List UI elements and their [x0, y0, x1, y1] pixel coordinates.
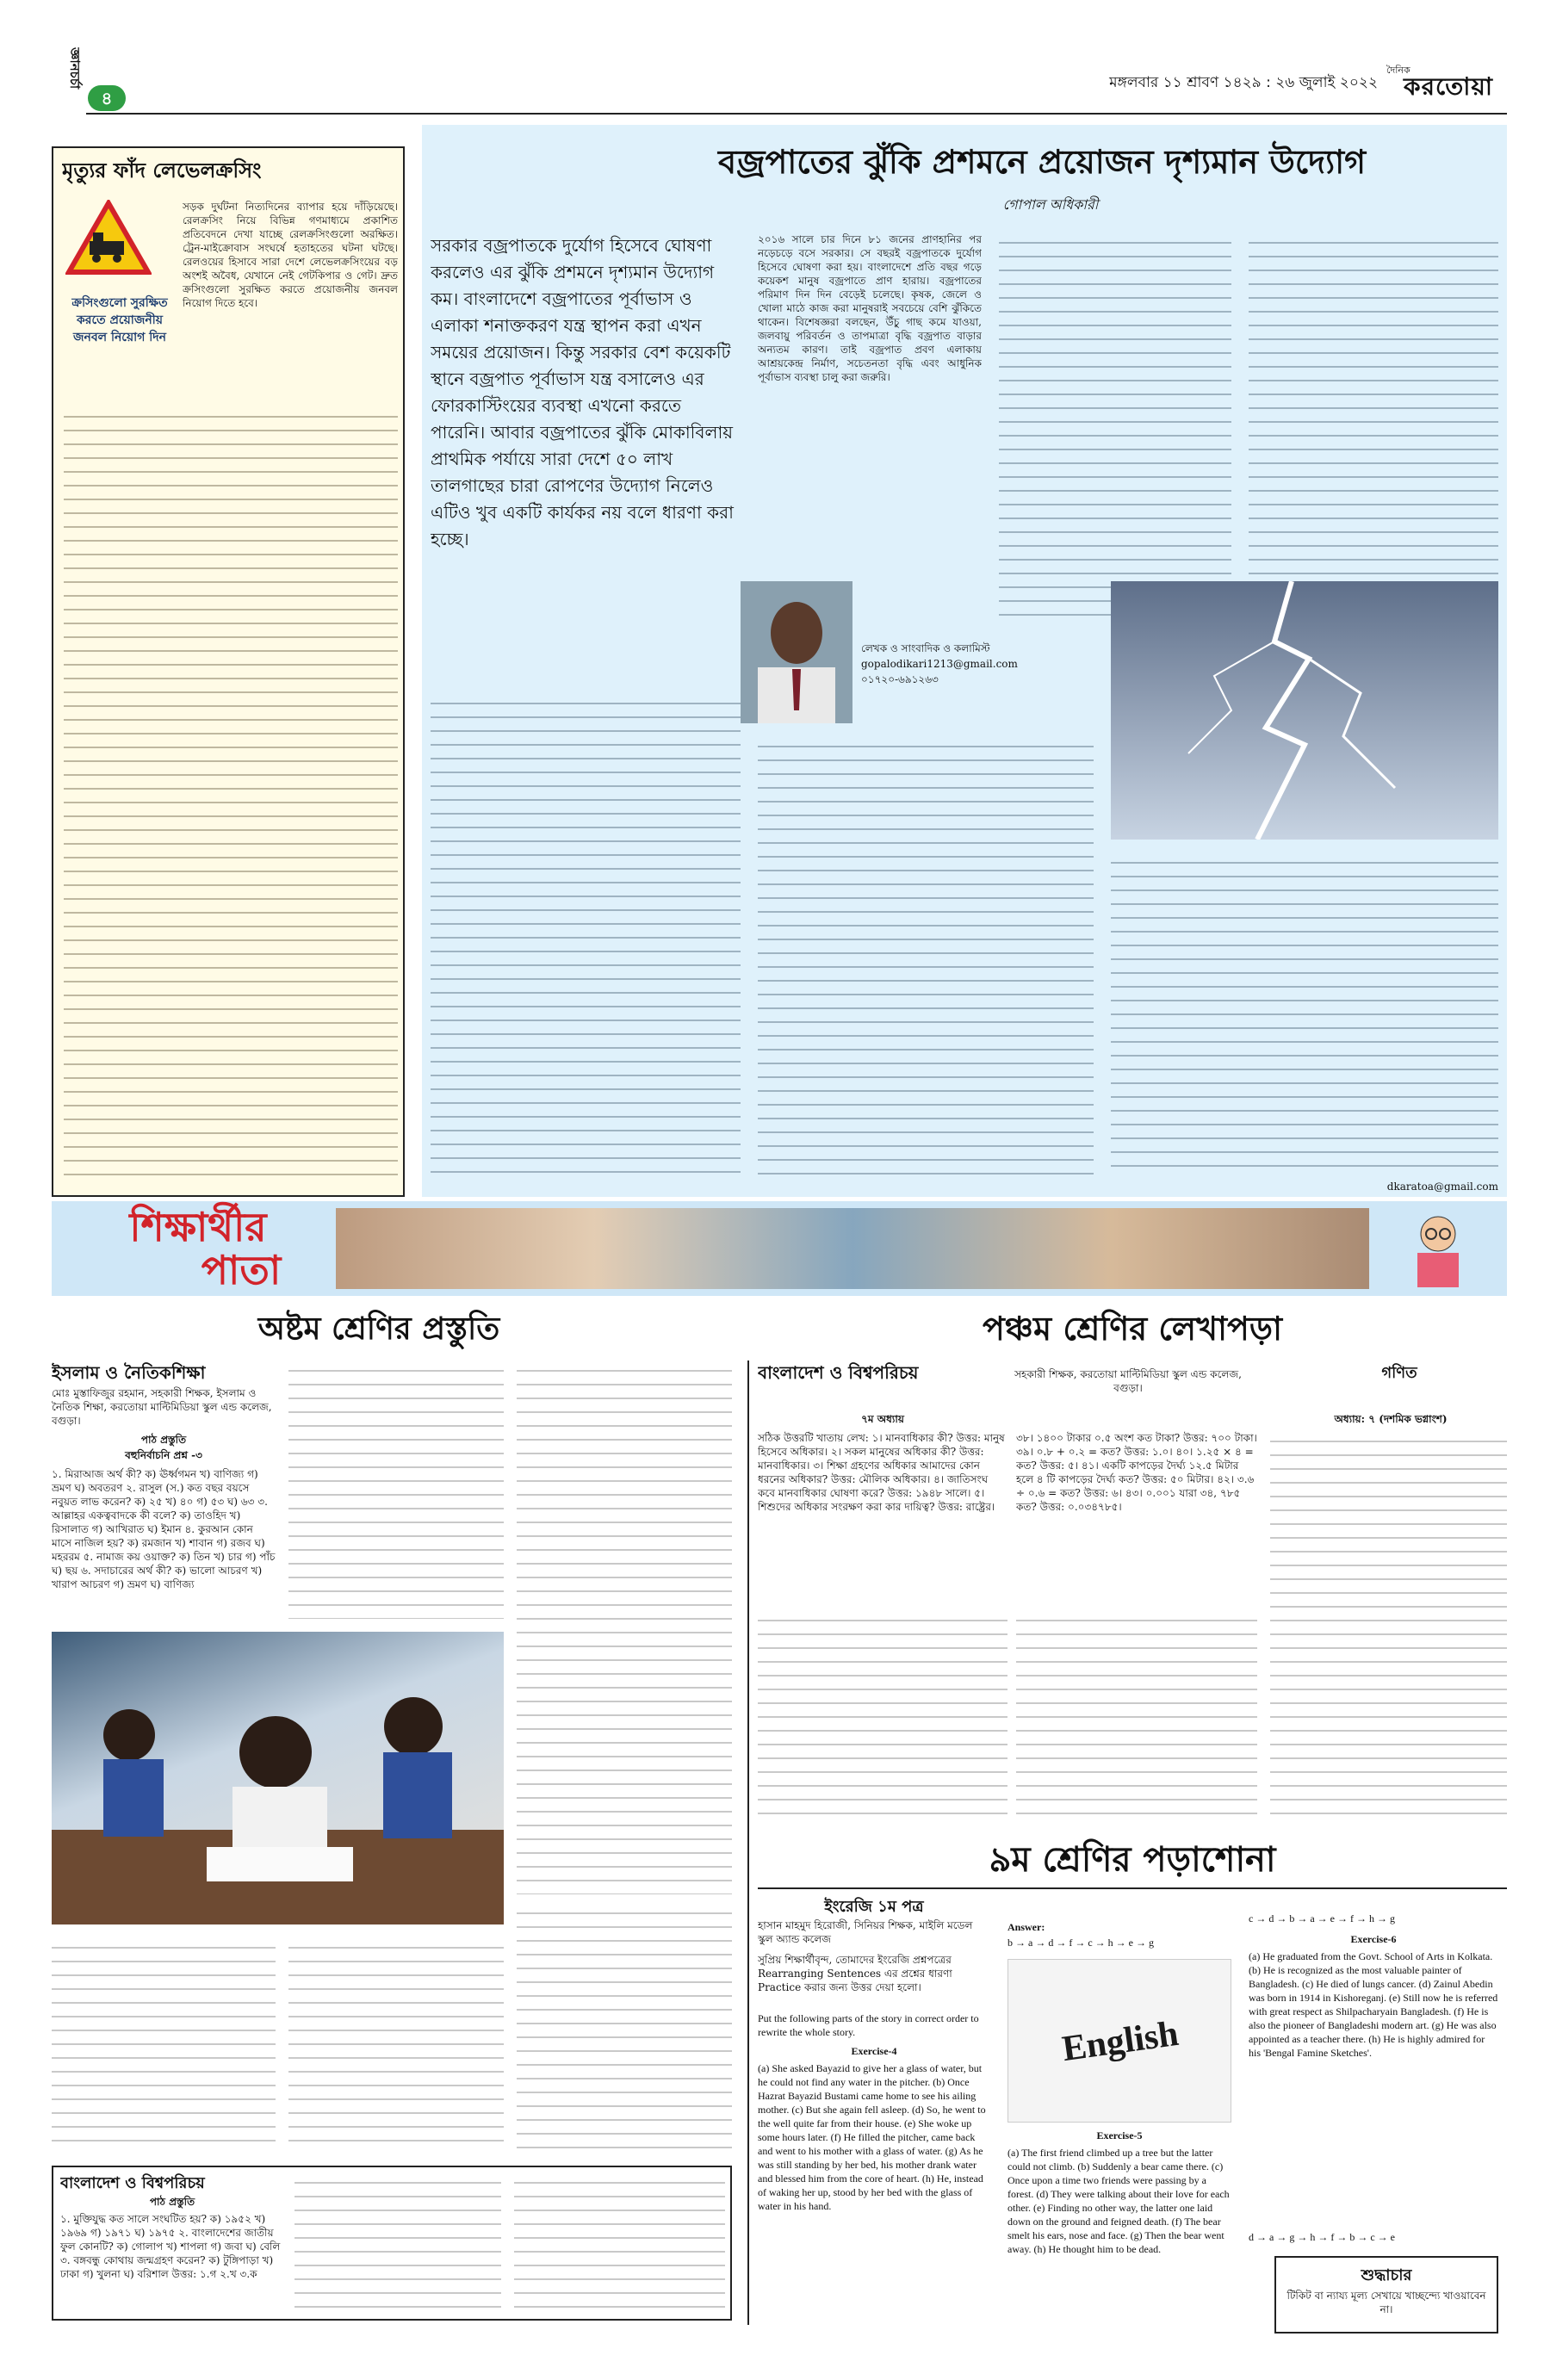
exercise4-title: Exercise-4	[851, 2045, 897, 2057]
class9-teacher: হাসান মাহমুদ হিরোজী, সিনিয়র শিক্ষক, মাইলি মডেল স্কুল অ্যান্ড কলেজ	[758, 1919, 973, 1945]
lead-intro: সরকার বজ্রপাতকে দুর্যোগ হিসেবে ঘোষণা করলেও এর ঝুঁকি প্রশমনে দৃশ্যমান উদ্যোগ কম। বাংলাদেশে বজ্রপাতের পূর্বাভাস ও এলাকা শনাক্তকরণ যন্ত্র স্থাপন করা এখন সময়ের প্রয়োজন। কিন্তু সরকার বেশ কয়েকটি স্থানে বজ্রপাত পূর্বাভাস যন্ত্র বসালেও এর ফোরকাস্টিংয়ের ব্যবস্থা এখনো করতে পারেনি। আবার বজ্রপাতের ঝুঁকি মোকাবিলায় প্রাথমিক পর্যায়ে সারা দেশে ৫০ লাখ তালগাছের চারা রোপণের উদ্যোগ নিলেও এটিও খুব একটি কার্যকর নয় বলে ধারণা করা হচ্ছে।	[431, 235, 734, 549]
exercise6-body: (a) He graduated from the Govt. School of Arts in Kolkata. (b) He is recognized as the most valuable painter of Bangladesh. (c) He died of lungs cancer. (d) Zainul Abedin was born in 1914 in Kishoreganj. (e) Still now he is referred with great respect as Shilpacharyain Bangladesh. (f) He is also the pioneer of Bangladeshi modern art. (g) He was also appointed as a teacher there. (h) He is highly admired for his 'Bengal Famine Sketches'.	[1249, 1950, 1498, 2059]
lead-headline: বজ্রপাতের ঝুঁকি প্রশমনে প্রয়োজন দৃশ্যমান উদ্যোগ	[717, 142, 1367, 181]
class8-bd-subject: বাংলাদেশ ও বিশ্বপরিচয়	[60, 2174, 205, 2192]
class5-math-questions: ৩৮। ১৪০০ টাকার ০.৫ অংশ কত টাকা? উত্তর: ৭০০ টাকা। ৩৯। ০.৮ + ০.২ = কত? উত্তর: ১.০। ৪০। ১.২৫ × ৪ = কত? উত্তর: ৫। ৪১। একটি কাপড়ের দৈর্ঘ্য ১২.৫ মিটার হলে ৪ টি কাপড়ের দৈর্ঘ্য কত? উত্তর: ৫০ মিটার। ৪২। ৩.৬ ÷ ০.৬ = কত? উত্তর: ৬। ৪৩। ০.০০১ যারা ৩৪, ৭৮৫ কত? উত্তর: ০.০৩৪৭৮৫।	[1016, 1432, 1257, 1513]
sidebar-pullquote: ক্রসিংগুলো সুরক্ষিত করতে প্রয়োজনীয় জনবল নিয়োগ দিন	[71, 296, 168, 344]
class5-math-subject: গণিত	[1381, 1364, 1417, 1382]
class9-subject: ইংরেজি ১ম পত্র	[824, 1898, 924, 1916]
class8-bd-col-3	[514, 2172, 725, 2315]
lead-body-col-3	[1249, 232, 1498, 620]
class5-math-chapter: অধ্যায়: ৭ (দশমিক ভগ্নাংশ)	[1334, 1413, 1448, 1425]
integrity-ad-box	[1274, 2256, 1498, 2334]
lead-body-lower-3	[1111, 852, 1498, 1175]
class8-header: অষ্টম শ্রেণির প্রস্তুতি	[257, 1311, 500, 1347]
class8-bd-col-2	[294, 2172, 501, 2315]
class8-bd-box	[52, 2166, 732, 2321]
class9-rule	[758, 1887, 1507, 1889]
student-page-banner	[52, 1201, 1507, 1296]
exercise6-answer: d → a → g → h → f → b → c → e	[1249, 2231, 1395, 2243]
paper-logo	[1386, 63, 1507, 101]
author-phone: ০১৭২০-৬৯১২৬৩	[861, 673, 939, 685]
class5-header: পঞ্চম শ্রেণির লেখাপড়া	[982, 1309, 1282, 1348]
sidebar-body-continued	[64, 406, 398, 1186]
english-illustration	[1008, 1959, 1231, 2123]
class5-section	[758, 1360, 1507, 1825]
class8-questions-lower-2	[288, 1937, 504, 2153]
date-line: মঙ্গলবার ১১ শ্রাবণ ১৪২৯ : ২৬ জুলাই ২০২২	[1109, 74, 1378, 91]
exercise5-answer: c → d → b → a → e → f → h → g	[1249, 1912, 1395, 1924]
class5-chapter: ৭ম অধ্যায়	[861, 1413, 904, 1425]
lead-byline: গোপাল অধিকারী	[1002, 196, 1099, 213]
class8-chapter: পাঠ প্রস্তুতি	[140, 1434, 187, 1446]
banner-title-top: শিক্ষার্থীর	[129, 1204, 267, 1250]
class8-teacher: মোঃ মুস্তাফিজুর রহমান, সহকারী শিক্ষক, ইসলাম ও নৈতিক শিক্ষা, করতোয়া মাল্টিমিডিয়া স্কুল এন্ড কলেজ, বগুড়া।	[52, 1387, 272, 1427]
class8-bd-chapter: পাঠ প্রস্তুতি	[149, 2196, 195, 2208]
banner-students-photo	[336, 1208, 1369, 1289]
class8-questions-col-3	[517, 1360, 732, 1894]
class9-section	[758, 1894, 1507, 2342]
class8-bd-questions: ১. মুক্তিযুদ্ধ কত সালে সংঘটিত হয়? ক) ১৯৫২ খ) ১৯৬৯ গ) ১৯৭১ ঘ) ১৯৭৫ ২. বাংলাদেশের জাতীয় ফুল কোনটি? ক) গোলাপ খ) শাপলা গ) জবা ঘ) বেলি ৩. বঙ্গবন্ধু কোথায় জন্মগ্রহণ করেন? ক) টুঙ্গিপাড়া খ) ঢাকা গ) খুলনা ঘ) বরিশাল উত্তর: ১.গ ২.খ ৩.ক	[60, 2213, 281, 2280]
class5-questions: সঠিক উত্তরটি খাতায় লেখ: ১। মানবাধিকার কী? উত্তর: মানুষ হিসেবে অধিকার। ২। সকল মানুষের অধিকার কী? উত্তর: মানবাধিকার। ৩। শিক্ষা গ্রহণের অধিকার আমাদের কোন ধরনের অধিকার? উত্তর: মৌলিক অধিকার। ৪। জাতিসংঘ কবে মানবাধিকার ঘোষণা করে? উত্তর: ১৯৪৮ সালে। ৫। শিশুদের অধিকার সংরক্ষণ করা কার দায়িত্ব? উত্তর: রাষ্ট্রের।	[758, 1432, 1005, 1513]
exam-classroom-photo	[52, 1632, 504, 1924]
class5-questions-cont	[758, 1610, 1008, 1817]
page-number: ৪	[101, 88, 113, 108]
english-illustration-text: English	[1059, 2013, 1181, 2070]
exercise4-body: (a) She asked Bayazid to give her a glass of water, but he could not find any water in the pitcher. (b) Once Hazrat Bayazid Bustami came home to see his ailing mother. (c) But she again fell asleep. (d) So, he went to the well quite far from their house. (e) She woke up some hours later. (f) He filled the pitcher, came back and went to his mother with a glass of water. (g) As he was still standing by her bed, his mother drank water and blessed him from the core of heart. (h) He, instead of waking her up, stood by her bed with the glass of water in his hand.	[758, 2062, 986, 2212]
author-caption: লেখক ও সাংবাদিক ও কলামিস্ট	[861, 642, 990, 654]
class5-teacher: সহকারী শিক্ষক, করতোয়া মাল্টিমিডিয়া স্কুল এন্ড কলেজ, বগুড়া।	[1014, 1368, 1242, 1394]
lead-article	[422, 125, 1507, 1197]
lead-body-lower-2	[758, 736, 1094, 1175]
class8-questions-lower-3	[517, 1903, 732, 2153]
author-photo	[741, 581, 852, 723]
class5-subject: বাংলাদেশ ও বিশ্বপরিচয়	[758, 1362, 919, 1383]
exercise4-answer-label: Answer:	[1008, 1921, 1045, 1933]
masthead-rule	[86, 113, 1507, 115]
class5-math-col-2	[1016, 1610, 1257, 1817]
sidebar-box	[52, 146, 405, 1197]
lightning-photo	[1111, 581, 1498, 840]
masthead	[52, 47, 1507, 116]
class9-header: ৯ম শ্রেণির পড়াশোনা	[989, 1839, 1276, 1880]
integrity-ad-title: শুদ্ধাচার	[1361, 2266, 1412, 2284]
author-email: gopalodikari1213@gmail.com	[861, 658, 1018, 670]
paper-name: করতোয়া	[1404, 72, 1493, 101]
class8-questions-lower-1	[52, 1937, 276, 2153]
class8-section	[52, 1360, 741, 2325]
class8-questions: ১. মিরাআজ অর্থ কী? ক) ঊর্ধ্বগমন খ) বাণিজ্য গ) ভ্রমণ ঘ) অবতরণ ২. রাসুল (স.) কত বছর বয়সে নবুয়ত লাভ করেন? ক) ২৫ খ) ৪০ গ) ৫৩ ঘ) ৬৩ ৩. আল্লাহর একত্ববাদকে কী বলে? ক) তাওহিদ খ) রিসালাত গ) আখিরাত ঘ) ইমান ৪. কুরআন কোন মাসে নাজিল হয়? ক) রমজান খ) শাবান গ) রজব ঘ) মহররম ৫. নামাজ কয় ওয়াক্ত? ক) তিন খ) চার গ) পাঁচ ঘ) ছয় ৬. সদাচারের অর্থ কী? ক) ভালো আচরণ খ) খারাপ আচরণ গ) ভ্রমণ ঘ) বাণিজ্য	[52, 1468, 276, 1590]
paper-prefix: দৈনিক	[1386, 65, 1410, 76]
integrity-ad-body: টিকিট বা ন্যায্য মূল্য সেখায়ে খাচ্ছন্দ্যে খাওয়াবেন না।	[1286, 2290, 1486, 2315]
class9-intro: সুপ্রিয় শিক্ষার্থীবৃন্দ, তোমাদের ইংরেজি প্রশ্নপত্রের Rearranging Sentences এর প্রশ্নের ধারণা Practice করার জন্য উত্তর দেয়া হলো।	[758, 1954, 952, 1993]
teacher-illustration	[1386, 1210, 1490, 1287]
exercise5-body: (a) The first friend climbed up a tree but the latter could not climb. (b) Suddenly a bear came there. (c) Once upon a time two friends were passing by a forest. (d) They were talking about their love for each other. (e) Finding no other way, the latter one laid down on the ground and feigned death. (f) The bear smelt his ears, nose and face. (g) Then the bear went away. (h) He thought him to be dead.	[1008, 2147, 1230, 2255]
exercise6-title: Exercise-6	[1350, 1933, 1397, 1945]
banner-title-bottom: পাতা	[201, 1247, 282, 1293]
side-label: জ্ঞানচর্চা	[67, 47, 83, 90]
footer-email: dkaratoa@gmail.com	[1386, 1181, 1498, 1193]
class8-subject: ইসলাম ও নৈতিকশিক্ষা	[52, 1362, 206, 1383]
page-number-badge	[88, 85, 126, 111]
class5-math-col-3	[1270, 1431, 1507, 1819]
class8-section-title: বহুনির্বাচনি প্রশ্ন -৩	[125, 1449, 202, 1461]
class8-questions-col-2	[288, 1360, 504, 1619]
railway-crossing-icon	[65, 200, 152, 277]
section-divider	[747, 1360, 749, 2325]
lead-body-lower-1	[431, 693, 741, 1175]
exercise4-answer: b → a → d → f → c → h → e → g	[1008, 1937, 1154, 1949]
lead-body-col-1: ২০১৬ সালে চার দিনে ৮১ জনের প্রাণহানির পর নড়েচড়ে বসে সরকার। সে বছরই বজ্রপাতকে দুর্যোগ হিসেবে ঘোষণা করা হয়। বাংলাদেশে প্রতি বছর গড়ে কয়েকশ মানুষ বজ্রপাতে প্রাণ হারায়। বজ্রপাতের পরিমাণ দিন দিন বেড়েই চলেছে। কৃষক, জেলে ও খোলা মাঠে কাজ করা মানুষরাই সবচেয়ে বেশি ঝুঁকিতে থাকেন। বিশেষজ্ঞরা বলছেন, উঁচু গাছ কমে যাওয়া, জলবায়ু পরিবর্তন ও তাপমাত্রা বৃদ্ধি বজ্রপাত বাড়ার অন্যতম কারণ। তাই বজ্রপাত প্রবণ এলাকায় আশ্রয়কেন্দ্র নির্মাণ, সচেতনতা বৃদ্ধি এবং আধুনিক পূর্বাভাস ব্যবস্থা চালু করা জরুরি।	[758, 233, 982, 383]
sidebar-body: সড়ক দুর্ঘটনা নিত্যদিনের ব্যাপার হয়ে দাঁড়িয়েছে। রেলক্রসিং নিয়ে বিভিন্ন গণমাধ্যমে প্রকাশিত প্রতিবেদনে দেখা যাচ্ছে রেলক্রসিংগুলো অরক্ষিত। ট্রেন-মাইক্রোবাস সংঘর্ষে হতাহতের ঘটনা ঘটছে। রেলওয়ের হিসাবে সারা দেশে লেভেলক্রসিংয়ের বড় অংশই অবৈধ, যেখানে নেই গেটকিপার ও গেট। দ্রুত ক্রসিংগুলো সুরক্ষিত করতে প্রয়োজনীয় জনবল নিয়োগ দিতে হবে।	[183, 201, 398, 309]
exercise5-title: Exercise-5	[1096, 2129, 1143, 2141]
class9-instruction: Put the following parts of the story in correct order to rewrite the whole story.	[758, 2012, 979, 2038]
lead-body-col-2	[999, 232, 1231, 620]
sidebar-title: মৃত্যুর ফাঁদ লেভেলক্রসিং	[62, 158, 262, 183]
